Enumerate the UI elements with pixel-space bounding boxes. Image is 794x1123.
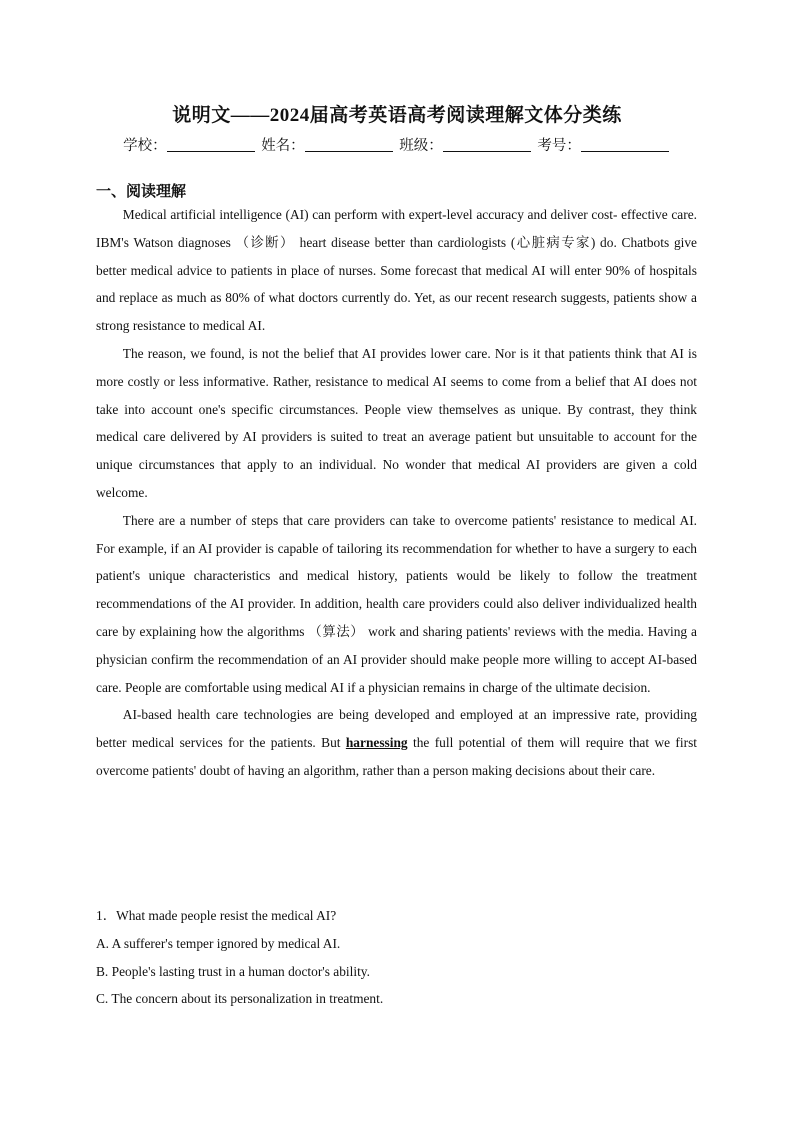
- option-a[interactable]: A. A sufferer's temper ignored by medical AI.: [96, 935, 341, 951]
- school-label: 学校：: [123, 138, 167, 154]
- passage-paragraph-3: There are a number of steps that care providers can take to overcome patients' resistance to medical AI. For example, if an AI provider is capable of tailoring its recommendation for whether to have a surgery to each patient's unique characteristics and medical history, patients would be likely to follow the treatment recommendations of the AI provider. In addition, health care providers could also deliver individualized health care by explaining how the algorithms （算法） work and sharing patients' reviews with the media. Having a physician confirm the recommendation of an AI provider should make people more willing to accept AI-based care. People are comfortable using medical AI if a physician remains in charge of the ultimate decision.: [96, 512, 697, 695]
- exam-number-blank[interactable]: [581, 137, 669, 152]
- student-info-line: [0, 134, 794, 155]
- class-blank[interactable]: [443, 137, 531, 152]
- passage-paragraph-4: [96, 701, 697, 784]
- page-title: 说明文——2024届高考英语高考阅读理解文体分类练: [172, 105, 622, 126]
- passage-paragraph-2: The reason, we found, is not the belief that AI provides lower care. Nor is it that patients think that AI is more costly or less informative. Rather, resistance to medical AI seems to come from a belief that AI does not take into account one's specific circumstances. People view themselves as unique. By contrast, they think medical care delivered by AI providers is suited to treat an average patient but unsuitable to account for the unique circumstances that apply to an individual. No wonder that medical AI providers are given a cold welcome.: [96, 345, 697, 500]
- option-b[interactable]: B. People's lasting trust in a human doctor's ability.: [96, 963, 370, 979]
- section-heading: 一、阅读理解: [96, 182, 187, 200]
- name-blank[interactable]: [305, 137, 393, 152]
- option-c[interactable]: C. The concern about its personalization in treatment.: [96, 991, 384, 1007]
- name-label: 姓名：: [261, 138, 305, 154]
- question-1: [96, 902, 697, 1013]
- class-label: 班级：: [399, 138, 443, 154]
- school-blank[interactable]: [167, 137, 255, 152]
- paragraph-4-after: the full potential of them will require that we first overcome patients' doubt of having an algorithm, rather than a person making decisions about their care.: [96, 735, 697, 778]
- exam-number-label: 考号：: [537, 138, 581, 154]
- passage-paragraph-1: Medical artificial intelligence (AI) can perform with expert-level accuracy and deliver cost- effective care. IBM's Watson diagnoses （诊断） heart disease better than cardiologists (心脏病专家) do. Chatbots give better medical advice to patients in place of nurses. Some forecast that medical AI will enter 90% of hospitals and replace as much as 80% of what doctors currently do. Yet, as our recent research suggests, patients show a strong resistance to medical AI.: [96, 207, 697, 334]
- reading-passage: [96, 201, 697, 785]
- underlined-word: harnessing: [345, 735, 408, 751]
- paragraph-4-before: AI-based health care technologies are being developed and employed at an impressive rate, providing better medical services for the patients. But: [96, 707, 697, 751]
- question-stem: 1．What made people resist the medical AI?: [96, 908, 337, 923]
